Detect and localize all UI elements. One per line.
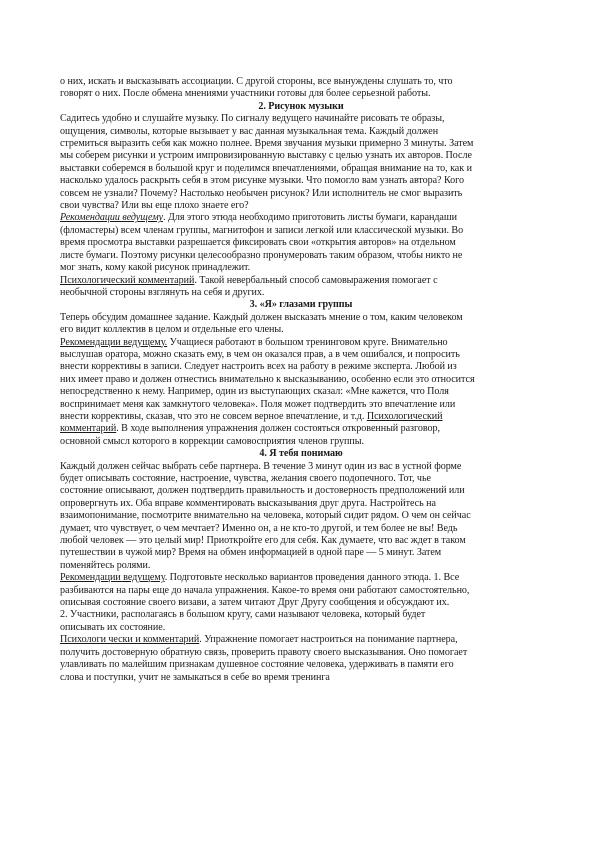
text-line: взаимопонимание, посмотрите внимательно на человека, который сидит рядом. О чем он сейчас <box>60 510 471 522</box>
text-line: (фломастеры) всем членам группы, магнитофон и записи легкой или классической музыки. Во <box>60 224 464 236</box>
text-line: думает, что чувствует, о чем мечтает? Именно он, а не кто-то другой, и тем более не вы! Ведь <box>60 522 458 534</box>
recommendation-label: Рекомендации ведущему <box>60 212 164 224</box>
text-line: внести коррективы в записи. Следует настроить всех на работу в режиме эксперта. Любой из <box>60 361 457 373</box>
text-line: слова и поступки, учит не замыкаться в себе во время тренинга <box>60 671 330 683</box>
text-line: Садитесь удобно и слушайте музыку. По сигналу ведущего начинайте рисовать те образы, <box>60 113 445 125</box>
commentary-label: комментарий <box>60 423 117 435</box>
text-line: насколько удалось раскрыть себя в этом рисунке музыки. Что помогло вам узнать автора? Кого <box>60 175 464 187</box>
text-line: Каждый должен сейчас выбрать себе партнера. В течение 3 минут один из вас в устной форме <box>60 460 462 472</box>
commentary-label: Психологический <box>366 410 443 422</box>
text-line: будет описывать состояние, настроение, чувства, желания своего подопечного. Тот, чье <box>60 473 431 484</box>
text-line: совсем не узнали? Почему? Настолько необычен рисунок? Или исполнитель не смог выразить <box>60 187 463 199</box>
recommendation-line <box>60 337 542 349</box>
text-line: них имеет право и должен отнестись внимательно к высказыванию, особенно если это относится <box>60 373 475 385</box>
commentary-line <box>60 634 542 646</box>
text-line: опровергнуть их. Оба вправе комментировать высказывания друг друга. Настройтесь на <box>60 497 436 509</box>
recommendation-line <box>60 572 542 584</box>
text-line: необычной стороны взглянуть на себя и других. <box>60 286 265 298</box>
recommendation-text: . Подготовьте несколько вариантов проведения данного этюда. 1. Все <box>164 572 460 584</box>
text-line: описывая состояние своего визави, а затем читают Друг Другу сообщения и обсуждают их. <box>60 597 450 609</box>
text-line: любой человек — это целый мир! Приоткройте его для себя. Как думаете, что вас ждет в таком <box>60 535 466 547</box>
commentary-text: . Такой невербальный способ самовыражения помогает с <box>194 274 438 286</box>
recommendation-text: . Для этого этюда необходимо приготовить листы бумаги, карандаши <box>163 212 457 224</box>
text-segment: внести коррективы, сказав, что это не совсем верное впечатление, и т.д. <box>60 410 367 422</box>
text-line: листе бумаги. Поэтому рисунки целесообразно пронумеровать таким образом, чтобы никто не <box>60 249 463 261</box>
text-line: его видит коллектив в целом и отдельные его члены. <box>60 324 284 336</box>
text-line: поменяйтесь ролями. <box>60 559 151 571</box>
document-page <box>60 76 542 684</box>
text-line: о них, искать и высказывать ассоциации. С другой стороны, все вынуждены слушать то, что <box>60 76 453 87</box>
section-heading-4: 4. Я тебя понимаю <box>259 448 343 460</box>
section-heading-2: 2. Рисунок музыки <box>258 100 344 112</box>
commentary-label: Психологический комментарий <box>60 274 195 286</box>
text-line: получить достоверную обратную связь, проверить правоту своего высказывания. Оно помогает <box>60 646 468 658</box>
text-line: выставки соберемся в большой круг и поделимся впечатлениями, обращая внимание на то, как и <box>60 162 472 174</box>
text-line: разбиваются на пары еще до начала упражнения. Какое-то время они работают самостоятельно, <box>60 584 470 596</box>
text-line: основной смысл которого в коррекции самовосприятия членов группы. <box>60 435 364 447</box>
text-line: говорят о них. После обмена мнениями участники готовы для более серьезной работы. <box>60 88 431 100</box>
text-line: мы соберем рисунки и устроим импровизированную выставку с целью узнать их авторов. После <box>60 150 472 162</box>
text-line: ощущения, символы, которые вызывает у вас данная музыкальная тема. Каждый должен <box>60 125 439 137</box>
recommendation-line <box>60 212 542 224</box>
text-line: состояние описывают, должен подтвердить правильность и достоверность предположений или <box>60 485 465 497</box>
text-line: стремиться выразить себя как можно полнее. Время звучания музыки примерно 3 минуты. Затем <box>60 138 474 150</box>
recommendation-label: Рекомендации ведущему. <box>60 336 168 348</box>
text-line: Теперь обсудим домашнее задание. Каждый должен высказать мнение о том, каким человеком <box>60 311 463 323</box>
commentary-line <box>60 275 542 287</box>
text-line: описывать их состояние. <box>60 621 166 633</box>
text-line: мог знать, кому какой рисунок принадлежит. <box>60 262 251 274</box>
text-line: 2. Участники, располагаясь в большом кругу, сами называют человека, который будет <box>60 609 426 621</box>
recommendation-label: Рекомендации ведущему <box>60 572 165 584</box>
text-line: непосредственно к нему. Например, один из выступающих сказал: «Мне кажется, что Поля <box>60 386 449 398</box>
commentary-line <box>60 423 542 435</box>
text-line: время просмотра выставки разрешается фиксировать свои «открытия авторов» на отдельном <box>60 237 456 249</box>
section-heading-3: 3. «Я» глазами группы <box>249 299 353 311</box>
commentary-label: Психологи чески и комментарий <box>60 634 200 646</box>
recommendation-text: Учащиеся работают в большом тренинговом круге. Внимательно <box>167 336 448 348</box>
text-line: воспринимает меня как замкнутого человека». Поля может подтвердить это впечатление или <box>60 398 456 410</box>
commentary-text: . Упражнение помогает настроиться на понимание партнера, <box>199 634 458 646</box>
text-line: путешествии в чужой мир? Время на обмен информацией в одной паре — 5 минут. Затем <box>60 547 442 559</box>
commentary-line <box>60 411 542 423</box>
text-line: свои чувства? Или вы еще плохо знаете его? <box>60 200 249 212</box>
text-line: выслушав оратора, можно сказать ему, в чем он оказался прав, а в чем ошибался, и попросить <box>60 348 460 360</box>
commentary-text: . В ходе выполнения упражнения должен состояться откровенный разговор, <box>116 423 440 435</box>
text-line: улавливать по малейшим признакам душевное состояние человека, удерживать в памяти его <box>60 659 454 671</box>
